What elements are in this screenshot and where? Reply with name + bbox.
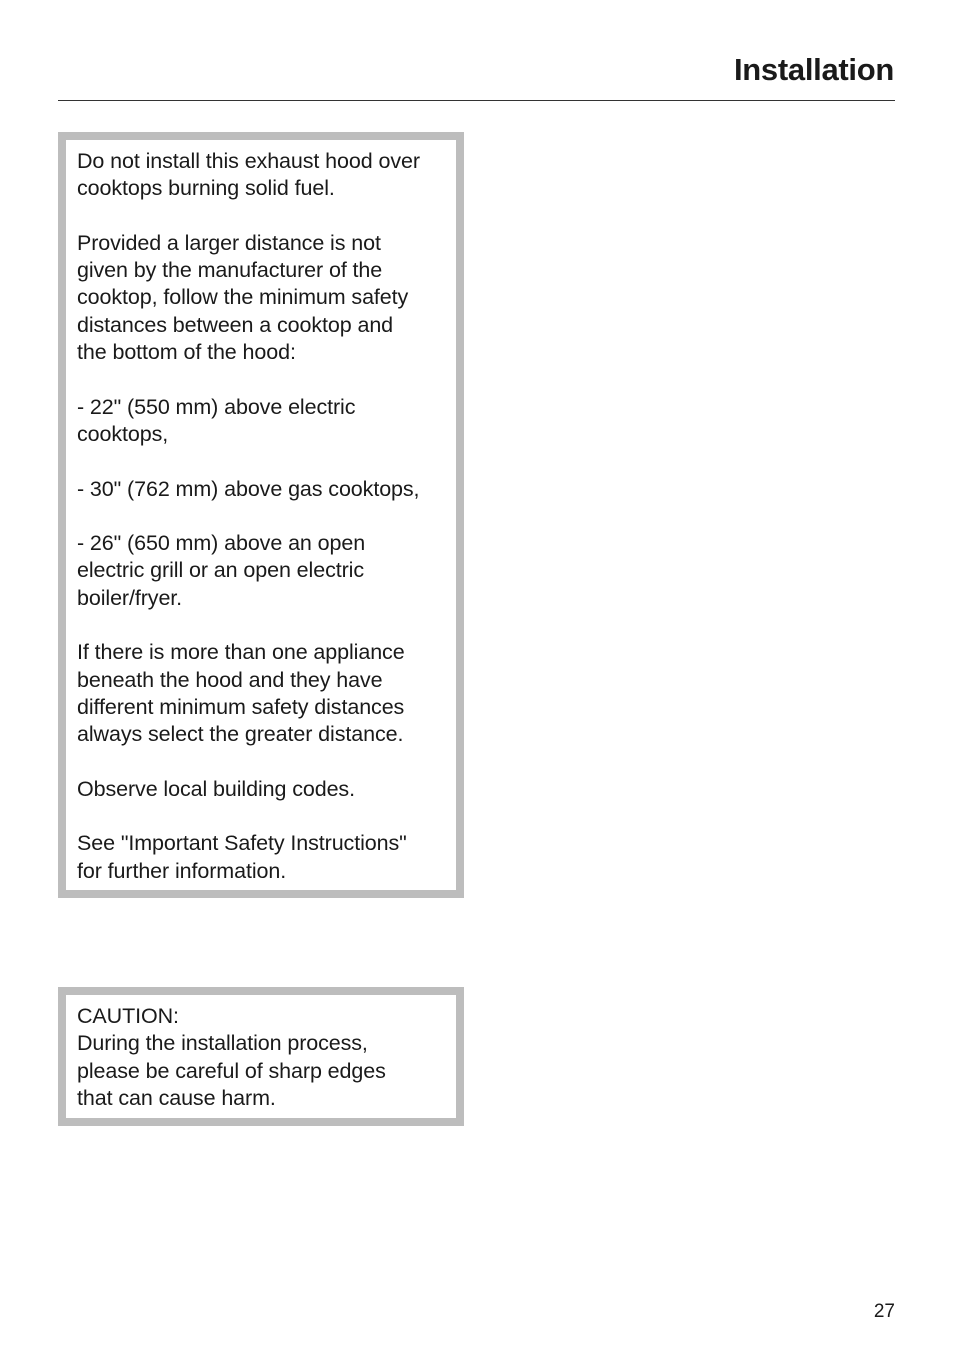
warning-paragraph-grill-fryer: - 26" (650 mm) above an open electric grill or an open electric boiler/fryer. — [77, 531, 366, 610]
warning-paragraph-safety-instructions: See "Important Safety Instructions" for further information. — [77, 831, 407, 883]
caution-text: CAUTION: During the installation process, please be careful of sharp edges that can cause harm. — [77, 1004, 386, 1110]
caution-box — [58, 987, 464, 1126]
warning-paragraph-minimum-distances: Provided a larger distance is not given by the manufacturer of the cooktop, follow the minimum safety distances between a cooktop and the bottom of the hood: — [77, 230, 409, 365]
warning-paragraph-solid-fuel: Do not install this exhaust hood over cooktops burning solid fuel. — [77, 149, 420, 201]
header-divider — [58, 100, 895, 101]
warning-paragraph-gas-cooktops: - 30" (762 mm) above gas cooktops, — [77, 476, 420, 501]
warning-paragraph-electric-cooktops: - 22" (550 mm) above electric cooktops, — [77, 394, 356, 446]
warning-paragraph-multiple-appliances: If there is more than one appliance beneath the hood and they have different minimum safety distances always select the greater distance. — [77, 640, 405, 747]
page-title: Installation — [733, 52, 894, 87]
page-number: 27 — [873, 1301, 895, 1322]
warning-paragraph-building-codes: Observe local building codes. — [77, 776, 355, 801]
safety-distance-warning-box — [58, 132, 464, 898]
